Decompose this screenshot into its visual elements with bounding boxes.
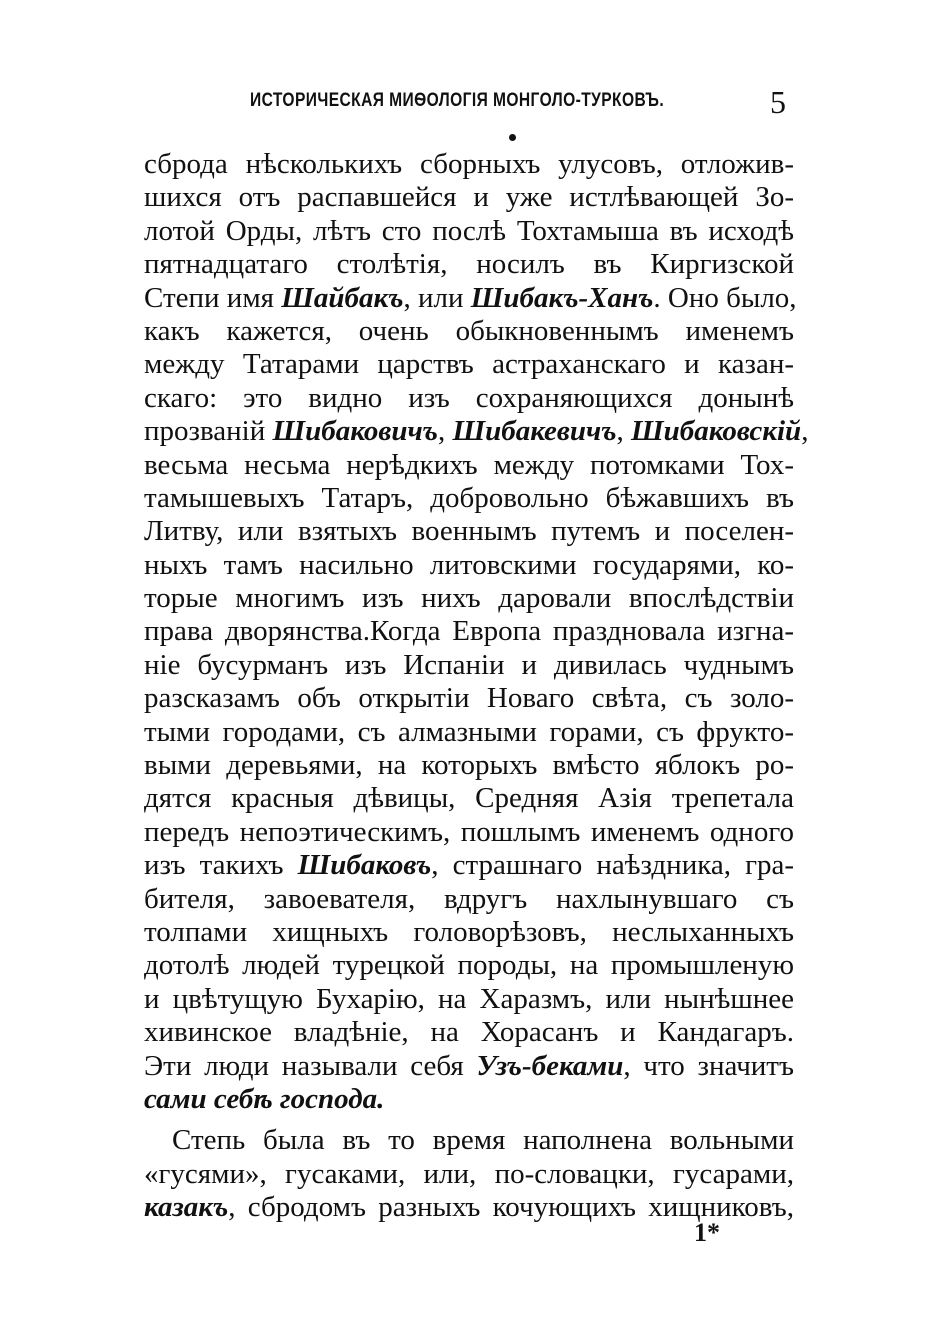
text-line: хивинское владѣніе, на Хорасанъ и Кандагаръ. [144, 1016, 794, 1049]
text-line: бителя, завоевателя, вдругъ нахлынувшаго съ [144, 882, 794, 915]
page-number: 5 [770, 84, 786, 120]
text-line: дотолѣ людей турецкой породы, на промышленую [144, 949, 794, 982]
text-line: выми деревьями, на которыхъ вмѣсто яблокъ ро- [144, 749, 794, 782]
emphasis: Шибаковскій [631, 415, 802, 448]
body-text [144, 148, 809, 1225]
text-line: толпами хищныхъ головорѣзовъ, неслыханныхъ [144, 915, 794, 948]
text-line: Эти люди называли себя Узъ-беками, что значитъ [144, 1049, 794, 1082]
emphasis: Шибаковичъ [272, 415, 438, 448]
text-line: какъ кажется, очень обыкновеннымъ именемъ [144, 314, 794, 347]
text-line: скаго: это видно изъ сохраняющихся донынѣ [144, 381, 794, 414]
ink-dot [509, 134, 516, 141]
text-line [144, 1083, 794, 1116]
text-line: торые многимъ изъ нихъ даровали впослѣдствіи [144, 582, 794, 615]
text-line: прозваній Шибаковичъ, Шибакевичъ, Шибаковскій, [144, 415, 809, 448]
signature-mark: 1* [694, 1218, 720, 1247]
text-line: передъ непоэтическимъ, пошлымъ именемъ одного [144, 815, 794, 848]
text-line: и цвѣтущую Бухарію, на Харазмъ, или нынѣшнее [144, 982, 794, 1015]
text-line: лотой Орды, лѣтъ сто послѣ Тохтамыша въ исходѣ [144, 214, 794, 247]
text-line: «гусями», гусаками, или, по-словацки, гусарами, [144, 1157, 794, 1190]
emphasis: Узъ-беками [476, 1049, 624, 1082]
text-line: ніе бусурманъ изъ Испаніи и дивилась чуднымъ [144, 648, 794, 681]
text-line: изъ такихъ Шибаковъ, страшнаго наѣздника, гра- [144, 849, 795, 882]
emphasis: Шибаковъ [297, 849, 432, 882]
text-line: ныхъ тамъ насильно литовскими государями, ко- [144, 548, 794, 581]
emphasis: Шибакевичъ [452, 415, 617, 448]
text-line: пятнадцатаго столѣтія, носилъ въ Киргизской [144, 248, 794, 281]
text-line: казакъ, сбродомъ разныхъ кочующихъ хищниковъ, [144, 1191, 794, 1224]
text-line: между Татарами царствъ астраханскаго и казан- [144, 348, 794, 381]
text-line: тамышевыхъ Татаръ, добровольно бѣжавшихъ въ [144, 481, 794, 514]
paragraph-gap [144, 1116, 794, 1124]
emphasis: сами себѣ господа. [144, 1082, 385, 1115]
emphasis: Шибакъ-Ханъ [470, 281, 654, 314]
emphasis: Шайбакъ [281, 281, 404, 314]
text-line: тыми городами, съ алмазными горами, съ фрукто- [144, 715, 794, 748]
text-line: Степи имя Шайбакъ, или Шибакъ-Ханъ. Оно было, [144, 281, 797, 314]
emphasis: казакъ [144, 1191, 229, 1224]
text-line: шихся отъ распавшейся и уже истлѣвающей Зо- [144, 181, 794, 214]
text-line: Литву, или взятыхъ военнымъ путемъ и поселен- [144, 515, 794, 548]
text-line: сброда нѣсколькихъ сборныхъ улусовъ, отложив- [144, 148, 794, 180]
text-line: разсказамъ объ открытіи Новаго свѣта, съ золо- [144, 682, 794, 715]
running-head: ИСТОРИЧЕСКАЯ МИѲОЛОГІЯ МОНГОЛО-ТУРКОВЪ. [250, 90, 665, 111]
text-line: Степь была въ то время наполнена вольными [172, 1124, 794, 1157]
text-line: дятся красныя дѣвицы, Средняя Азія трепетала [144, 782, 794, 815]
text-line: весьма несьма нерѣдкихъ между потомками Тох- [144, 448, 794, 481]
text-line: права дворянства.Когда Европа праздновала изгна- [144, 615, 794, 648]
